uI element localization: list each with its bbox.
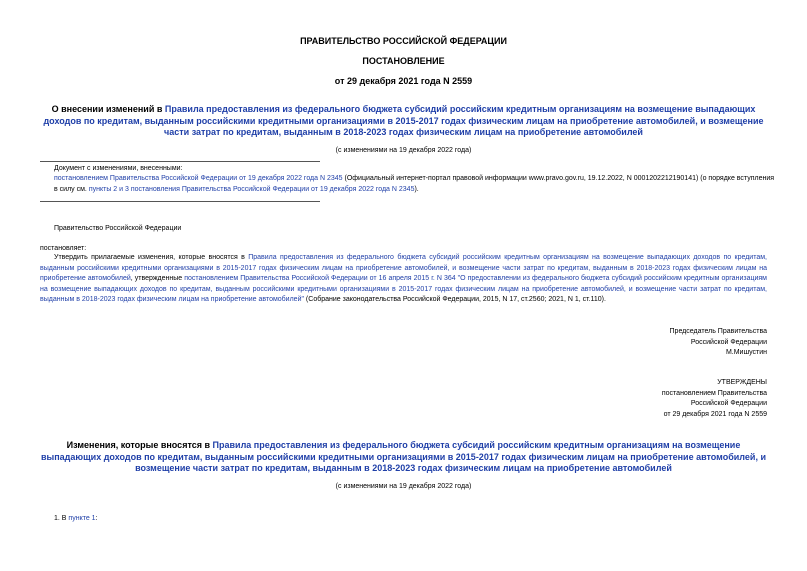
divider-bottom	[40, 201, 320, 202]
resolves-text: постановляет:	[40, 245, 87, 252]
p1-text-b: , утвержденные	[130, 275, 185, 282]
signature-block	[670, 327, 767, 359]
approved-block	[662, 378, 767, 420]
approved-line-4: от 29 декабря 2021 года N 2559	[663, 410, 767, 418]
title-prefix: О внесении изменений в	[51, 104, 165, 114]
paragraph-1	[40, 253, 767, 306]
p1-rules-link[interactable]: Правила предоставления из федерального бюджета субсидий российским кредитным организациям на возмещение выпадающих доходов по кредитам, выданным российскими кредитными организациями в 2015-2017 годах физическим лицам на приобретение автомобилей, и возмещение части затрат по кредитам, выданным в 2018-2023 годах физическим лицам на приобретение автомобилей	[40, 254, 767, 282]
signature-line-1: Председатель Правительства	[669, 328, 767, 335]
changes-rules-link[interactable]: Правила предоставления из федерального бюджета субсидий российским кредитным организациям на возмещение выпадающих доходов по кредитам, выданным российскими кредитными организациями в 2015-2017 годах физическим лицам на приобретение автомобилей, и возмещение части затрат по кредитам, выданным в 2018-2023 годах физическим лицам на приобретение автомобилей	[41, 440, 766, 473]
amend-link-2[interactable]: пункты 2 и 3 постановления Правительства Российской Федерации от 19 декабря 2022 года N 2345	[88, 185, 415, 193]
divider-top	[40, 161, 320, 162]
p1-text-a: Утвердить прилагаемые изменения, которые вносятся в	[54, 254, 249, 261]
approved-line-1: УТВЕРЖДЕНЫ	[717, 379, 767, 386]
item-1	[54, 514, 98, 525]
amend-text	[54, 174, 779, 195]
amend-text-1: (Официальный интернет-портал правовой информации www.pravo.gov.ru, 19.12.2022, N 0001202212190141) (о порядке вступления в силу см.	[54, 175, 775, 193]
amend-link-1[interactable]: постановлением Правительства Российской Федерации от 19 декабря 2022 года N 2345	[54, 175, 343, 182]
item-1-suffix: :	[95, 515, 98, 522]
document-date-number: от 29 декабря 2021 года N 2559	[334, 76, 473, 86]
changes-note: (с изменениями на 19 декабря 2022 года)	[335, 147, 472, 154]
changes-title-prefix: Изменения, которые вносятся в	[66, 440, 213, 450]
gov-name: Правительство Российской Федерации	[54, 225, 182, 232]
changes-note-2: (с изменениями на 19 декабря 2022 года)	[335, 483, 472, 490]
signature-line-3: М.Мишустин	[725, 349, 767, 356]
document-type: ПОСТАНОВЛЕНИЕ	[362, 56, 445, 66]
rules-link[interactable]: Правила предоставления из федерального бюджета субсидий российским кредитным организациям на возмещение выпадающих доходов по кредитам, выданным российскими кредитными организациями в 2015-2017 годах физическим лицам на приобретение автомобилей, и возмещение части затрат по кредитам, выданным в 2018-2023 годах физическим лицам на приобретение автомобилей	[43, 104, 764, 137]
signature-line-2: Российской Федерации	[690, 338, 767, 346]
document-title	[40, 104, 767, 139]
p1-text-c: (Собрание законодательства Российской Федерации, 2015, N 17, ст.2560; 2021, N 1, ст.110).	[303, 296, 606, 303]
amend-label: Документ с изменениями, внесенными:	[54, 165, 183, 172]
approved-line-2: постановлением Правительства	[661, 389, 767, 397]
item-1-prefix: 1. В	[54, 515, 69, 522]
government-heading: ПРАВИТЕЛЬСТВО РОССИЙСКОЙ ФЕДЕРАЦИИ	[300, 36, 507, 46]
approved-line-3: Российской Федерации	[690, 400, 767, 407]
p1-resolution-link[interactable]: постановлением Правительства Российской Федерации от 16 апреля 2015 г. N 364 "О предоставлении из федерального бюджета субсидий российским кредитным организациям на возмещение выпадающих доходов по кредитам, выданным российскими кредитными организациями в 2015-2017 годах физическим лицам на приобретение автомобилей, и возмещение части затрат по кредитам, выданным в 2018-2023 годах физическим лицам на приобретение автомобилей"	[40, 275, 767, 303]
changes-title	[40, 440, 767, 475]
item-1-link[interactable]: пункте 1	[68, 515, 96, 522]
amend-text-2: ).	[414, 185, 419, 193]
